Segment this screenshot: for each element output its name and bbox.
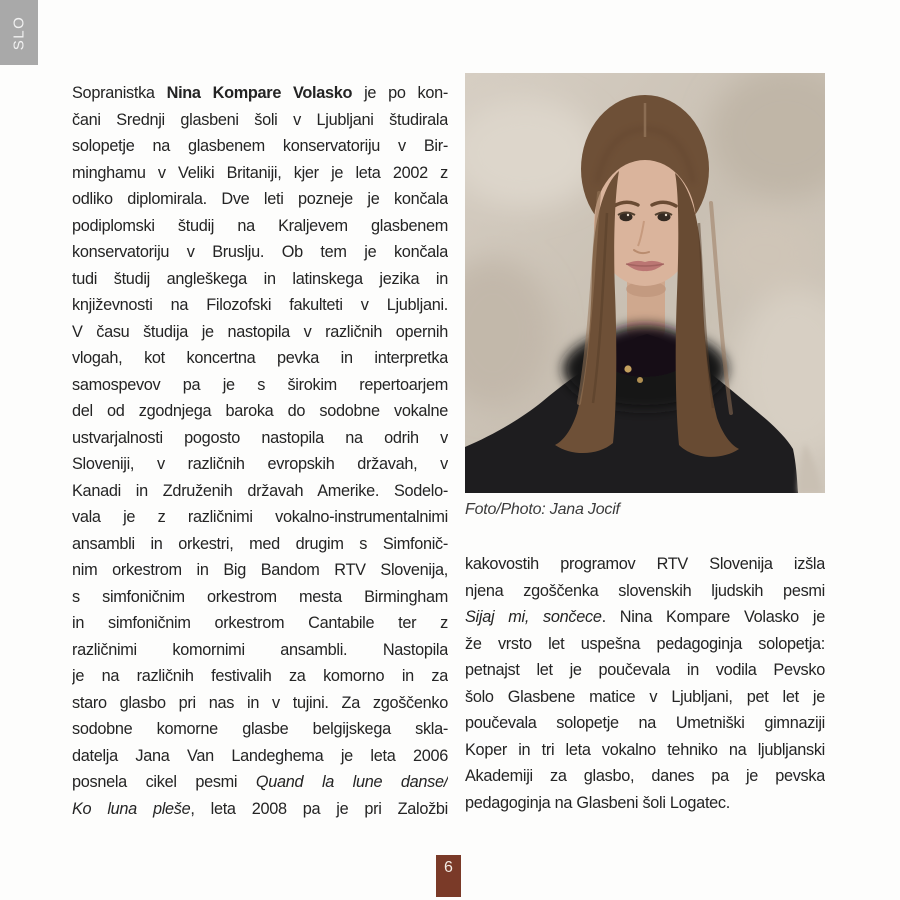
text-line	[72, 796, 448, 823]
text-line	[465, 737, 825, 764]
text-line	[72, 425, 448, 452]
text-line	[72, 239, 448, 266]
text-line	[72, 663, 448, 690]
text-segment: del od zgodnjega baroka do sodobne vokalne	[72, 402, 448, 420]
text-segment: ansambli in orkestri, med drugim s Simfonič-	[72, 534, 448, 553]
text-line	[72, 80, 448, 107]
text-segment: vala je z različnimi vokalno-instrumentalnimi	[72, 508, 448, 526]
text-segment: . Nina Kompare Volasko je	[601, 608, 825, 626]
text-segment: čani Srednji glasbeni šoli v Ljubljani študirala	[72, 110, 448, 129]
text-line	[72, 584, 448, 611]
text-line	[72, 557, 448, 584]
text-segment: minghamu v Veliki Britaniji, kjer je leta 2002 z	[72, 163, 448, 182]
text-segment: petnajst let je poučevala in vodila Pevsko	[465, 661, 825, 679]
text-segment: poučevala solopetje na Umetniški gimnaziji	[465, 714, 825, 732]
text-segment: že vrsto let uspešna pedagoginja solopetja:	[465, 634, 825, 653]
text-segment: vlogah, kot koncertna pevka in interpretka	[72, 349, 448, 367]
text-segment: sodobne komorne glasbe belgijskega skla-	[72, 720, 448, 738]
text-segment: Akademiji za glasbo, danes pa je pevska	[465, 767, 825, 785]
text-line	[465, 578, 825, 605]
text-line	[465, 763, 825, 790]
text-segment: odliko diplomirala. Dve leti pozneje je končala	[72, 190, 448, 208]
text-line	[72, 292, 448, 319]
text-segment: šolo Glasbene matice v Ljubljani, pet let je	[465, 687, 825, 706]
text-segment: Nina Kompare Volasko	[166, 84, 353, 102]
text-line	[465, 551, 825, 578]
text-segment: , leta 2008 pa je pri Založbi	[190, 799, 448, 818]
photo-caption: Foto/Photo: Jana Jocif	[465, 501, 620, 518]
text-segment: nim orkestrom in Big Bandom RTV Slovenija,	[72, 561, 448, 579]
biography-left-column	[72, 80, 448, 822]
text-segment: V času študija je nastopila v različnih opernih	[72, 322, 448, 341]
language-tab-label: SLO	[10, 15, 28, 50]
page-number-box	[436, 855, 461, 897]
text-segment: samospevov pa je s širokim repertoarjem	[72, 375, 448, 394]
text-line	[72, 637, 448, 664]
text-segment: različnimi komornimi ansambli. Nastopila	[72, 640, 448, 659]
text-segment: je po kon-	[352, 84, 448, 102]
text-line	[465, 684, 825, 711]
text-line	[72, 478, 448, 505]
text-segment: ustvarjalnosti pogosto nastopila na odrih v	[72, 428, 448, 447]
page-number: 6	[444, 859, 453, 876]
text-segment: s simfoničnim orkestrom mesta Birmingham	[72, 587, 448, 606]
text-segment: Sopranistka	[72, 84, 167, 102]
text-line	[72, 213, 448, 240]
text-segment: Kanadi in Združenih državah Amerike. Sodelo-	[72, 481, 448, 500]
text-line	[72, 398, 448, 425]
portrait-figure	[465, 73, 825, 519]
text-segment: datelja Jana Van Landeghema je leta 2006	[72, 746, 448, 765]
text-line	[465, 631, 825, 658]
text-segment: kakovostih programov RTV Slovenija izšla	[465, 555, 825, 573]
text-line	[72, 266, 448, 293]
text-line	[72, 716, 448, 743]
language-tab	[0, 0, 38, 65]
text-line	[72, 319, 448, 346]
text-segment: Ko luna pleše	[72, 799, 191, 818]
text-line	[72, 690, 448, 717]
text-segment: Koper in tri leta vokalno tehniko na ljubljanski	[465, 740, 825, 759]
text-segment: pedagoginja na Glasbeni šoli Logatec.	[465, 793, 730, 812]
text-line	[72, 743, 448, 770]
text-segment: njena zgoščenka slovenskih ljudskih pesmi	[465, 581, 825, 600]
text-line	[465, 604, 825, 631]
text-line	[72, 107, 448, 134]
text-segment: podiplomski študij na Kraljevem glasbenem	[72, 216, 448, 235]
text-segment: in simfoničnim orkestrom Cantabile ter z	[72, 614, 448, 632]
text-segment: konservatoriju v Bruslju. Ob tem je končala	[72, 243, 448, 261]
text-line	[72, 769, 448, 796]
text-line	[465, 710, 825, 737]
text-line	[72, 186, 448, 213]
text-segment: solopetje na glasbenem konservatoriju v Bir-	[72, 137, 448, 155]
text-segment: književnosti na Filozofski fakulteti v Ljubljani.	[72, 296, 448, 314]
text-line	[72, 531, 448, 558]
text-segment: posnela cikel pesmi	[72, 773, 256, 791]
portrait-photo	[465, 73, 825, 493]
text-segment: Quand la lune danse/	[255, 773, 448, 791]
text-line	[72, 160, 448, 187]
text-segment: tudi študij angleškega in latinskega jezika in	[72, 269, 448, 288]
text-segment: je na različnih festivalih za komorno in za	[72, 667, 448, 685]
biography-right-column	[465, 551, 825, 816]
text-segment: staro glasbo pri nas in v tujini. Za zgoščenko	[72, 693, 448, 712]
text-line	[72, 345, 448, 372]
text-line	[72, 610, 448, 637]
text-line	[72, 451, 448, 478]
portrait-illustration	[465, 73, 825, 493]
text-line	[72, 504, 448, 531]
text-segment: Sloveniji, v različnih evropskih državah, v	[72, 455, 448, 473]
text-line	[465, 657, 825, 684]
text-line	[72, 372, 448, 399]
text-segment: Sijaj mi, sončece	[465, 608, 602, 626]
text-line	[72, 133, 448, 160]
text-line	[465, 790, 825, 817]
